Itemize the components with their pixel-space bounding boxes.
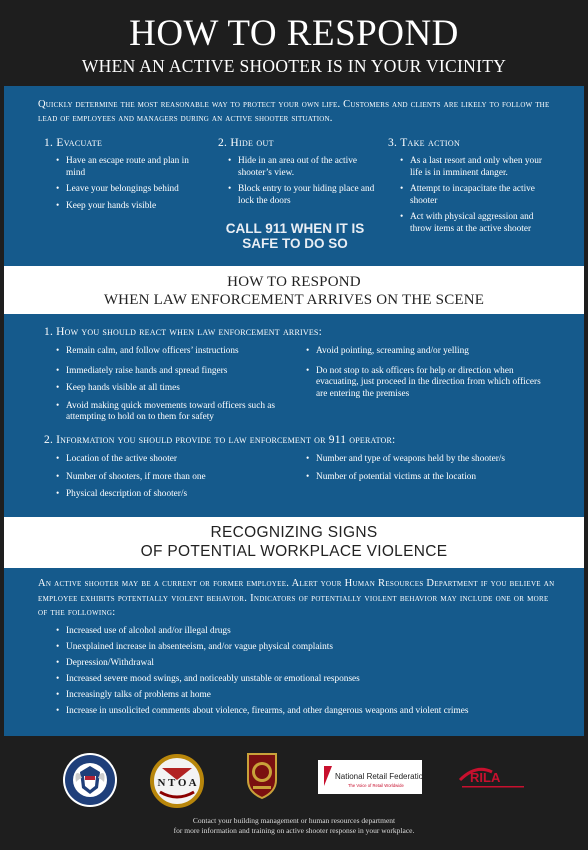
warning-signs-heading [4,517,584,568]
page-subtitle: WHEN AN ACTIVE SHOOTER IS IN YOUR VICINITY [81,56,507,76]
take-action-list [400,156,550,240]
hide-out-title: 2. Hide out [218,137,274,149]
info-title: 2. Information you should provide to law enforcement or 911 operator: [44,434,396,446]
law-enforcement-heading [4,266,584,314]
rila-logo-text: RILA [470,770,501,785]
list-item: • Have an escape route and plan in mind [56,156,204,179]
react-title: 1. How you should react when law enforcement arrives: [44,326,322,338]
list-item: • As a last resort and only when your life is in imminent danger. [400,156,550,179]
law-enforcement-heading-line1: HOW TO RESPOND [227,274,361,290]
warning-signs-heading-line1: RECOGNIZING SIGNS [210,524,378,541]
list-item: • Location of the active shooter [56,454,296,466]
active-shooter-panel [4,86,584,266]
list-item: • Number and type of weapons held by the shooter/s [306,454,526,466]
list-item: • Number of shooters, if more than one [56,472,296,484]
header [0,0,588,86]
footer-line1: Contact your building management or human resources department [192,816,396,825]
list-item: • Increasingly talks of problems at home [56,690,566,702]
svg-text:N T O A: N T O A [157,777,197,789]
list-item: • Increase in unsolicited comments about violence, firearms, and other dangerous weapons and violent crimes [56,706,566,718]
evacuate-title: 1. Evacuate [44,137,103,149]
hide-out-list [228,156,376,212]
list-item: • Increased severe mood swings, and noticeably unstable or emotional responses [56,674,566,686]
footer-line2: for more information and training on active shooter response in your workplace. [173,826,415,835]
call-911-notice [200,221,390,251]
list-item: • Unexplained increase in absenteeism, and/or vague physical complaints [56,642,566,654]
list-item: • Leave your belongings behind [56,184,204,196]
list-item: • Avoid making quick movements toward officers such as attempting to hold on to them for safety [56,401,296,424]
list-item: • Do not stop to ask officers for help or direction when evacuating, just proceed in the direction from which officers are entering the premises [306,366,554,401]
nrf-logo-text: National Retail Federation [335,772,422,781]
list-item: • Physical description of shooter/s [56,489,296,501]
list-item: • Hide in an area out of the active shooter’s view. [228,156,376,179]
list-item: • Depression/Withdrawal [56,658,566,670]
warning-signs-intro: An active shooter may be a current or former employee. Alert your Human Resources Department if you believe an employee exhibits potentially violent behavior. Indicators of potentially violent behavior may include one or more of the following: [38,578,555,618]
react-list-left [56,346,296,429]
call-911-line1: CALL 911 WHEN IT IS [225,221,365,236]
list-item: • Keep your hands visible [56,201,204,213]
section1-intro: Quickly determine the most reasonable way to protect your own life. Customers and clients are likely to follow the lead of employees and managers during an active shooter situation. [38,99,550,124]
take-action-title: 3. Take action [388,137,461,149]
list-item: • Remain calm, and follow officers’ instructions [56,346,296,358]
nrf-logo-tagline: The Voice of Retail Worldwide [348,783,404,788]
warning-signs-list [56,626,566,723]
list-item: • Immediately raise hands and spread fingers [56,366,296,378]
react-list-right [306,346,554,405]
footer-contact-text [0,816,588,836]
nrf-logo [318,760,422,794]
list-item: • Attempt to incapacitate the active shooter [400,184,550,207]
list-item: • Act with physical aggression and throw items at the active shooter [400,212,550,235]
warning-signs-panel [4,568,584,736]
warning-signs-heading-line2: OF POTENTIAL WORKPLACE VIOLENCE [140,543,448,560]
dhs-seal-logo [62,752,118,808]
list-item: • Avoid pointing, screaming and/or yelling [306,346,554,358]
list-item: • Block entry to your hiding place and lock the doors [228,184,376,207]
evacuate-list [56,156,204,217]
law-enforcement-panel [4,314,584,517]
info-list-right [306,454,526,488]
list-item: • Increased use of alcohol and/or illegal drugs [56,626,566,638]
call-911-line2: SAFE TO DO SO [242,236,348,251]
info-list-left [56,454,296,506]
page-title: HOW TO RESPOND [129,13,459,54]
list-item: • Number of potential victims at the location [306,472,526,484]
fairfax-police-badge-logo [244,752,280,800]
rila-logo [456,762,528,792]
ntoa-logo [146,754,208,808]
law-enforcement-heading-line2: WHEN LAW ENFORCEMENT ARRIVES ON THE SCENE [103,292,485,308]
list-item: • Keep hands visible at all times [56,383,296,395]
